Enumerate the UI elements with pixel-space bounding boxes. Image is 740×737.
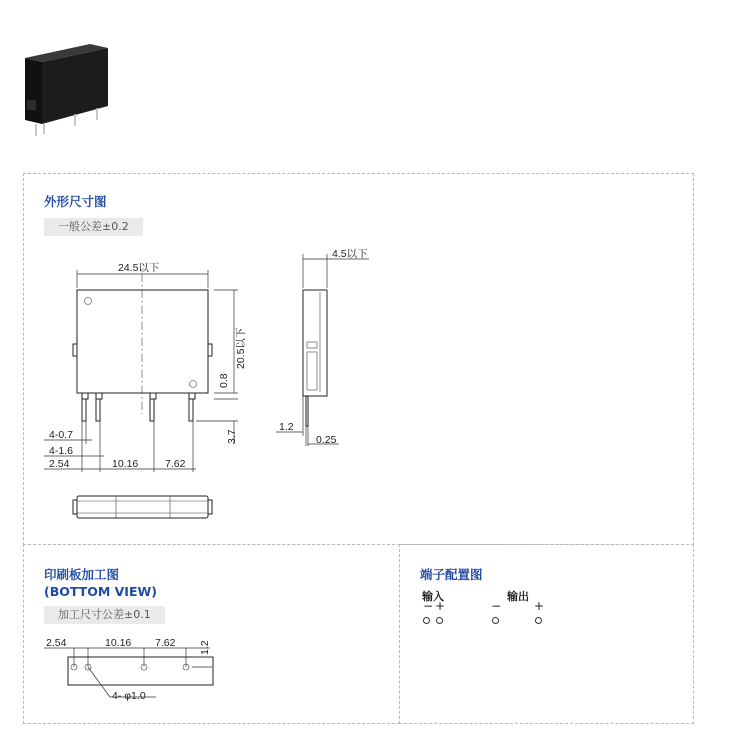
pcb-holes-label: 4- φ1.0 xyxy=(112,690,146,702)
front-height-label: 20.5以下 xyxy=(235,327,247,369)
pcb-tolerance: 加工尺寸公差±0.1 xyxy=(44,606,165,624)
pin xyxy=(82,399,86,421)
terminal-title: 端子配置图 xyxy=(420,567,483,582)
pcb-height-label: 1.2 xyxy=(199,640,211,655)
front-view xyxy=(44,262,247,472)
pin xyxy=(189,399,193,421)
side-pin-thickness-label: 0.25 xyxy=(316,434,337,446)
input-minus-symbol: − xyxy=(423,599,434,613)
outline-drawing-panel xyxy=(23,173,694,545)
product-image xyxy=(20,38,110,138)
side-offset-label: 1.2 xyxy=(279,421,294,433)
pcb-pitch-label-1: 2.54 xyxy=(46,637,67,649)
side-view xyxy=(276,248,369,446)
pin xyxy=(150,399,154,421)
front-pinlen-label: 3.7 xyxy=(226,429,238,444)
pcb-drawing-panel xyxy=(23,544,400,724)
input-label: 输入 xyxy=(422,590,444,603)
outline-tolerance: 一般公差±0.2 xyxy=(44,218,143,236)
terminal-pin-circle xyxy=(423,617,430,624)
side-pin xyxy=(306,396,308,426)
output-label: 输出 xyxy=(507,590,529,603)
pcb-title: 印刷板加工图 xyxy=(44,567,120,582)
pitch-label-3: 7.62 xyxy=(165,458,186,470)
terminal-pin-circle xyxy=(492,617,499,624)
pitch-label-1: 2.54 xyxy=(49,458,70,470)
side-thickness-label: 4.5以下 xyxy=(332,248,368,260)
terminal-pin-circle xyxy=(535,617,542,624)
outline-title: 外形尺寸图 xyxy=(44,194,107,209)
front-width-label: 24.5以下 xyxy=(118,262,160,274)
pitch-label-2: 10.16 xyxy=(112,458,139,470)
pcb-subtitle: (BOTTOM VIEW) xyxy=(44,584,157,599)
terminal-config-panel xyxy=(399,544,694,724)
output-plus-symbol: + xyxy=(534,599,545,613)
front-step-label: 0.8 xyxy=(218,373,230,388)
terminal-pin-circle xyxy=(436,617,443,624)
pcb-drawing xyxy=(24,545,399,723)
input-plus-symbol: + xyxy=(435,599,446,613)
pin xyxy=(96,399,100,421)
outline-drawing xyxy=(24,174,693,544)
pcb-pitch-label-2: 10.16 xyxy=(105,637,132,649)
bottom-view xyxy=(73,496,212,518)
pcb-pitch-label-3: 7.62 xyxy=(155,637,176,649)
pin-width-label-2: 4-1.6 xyxy=(49,445,73,457)
output-minus-symbol: − xyxy=(491,599,502,613)
pin-width-label: 4-0.7 xyxy=(49,429,73,441)
